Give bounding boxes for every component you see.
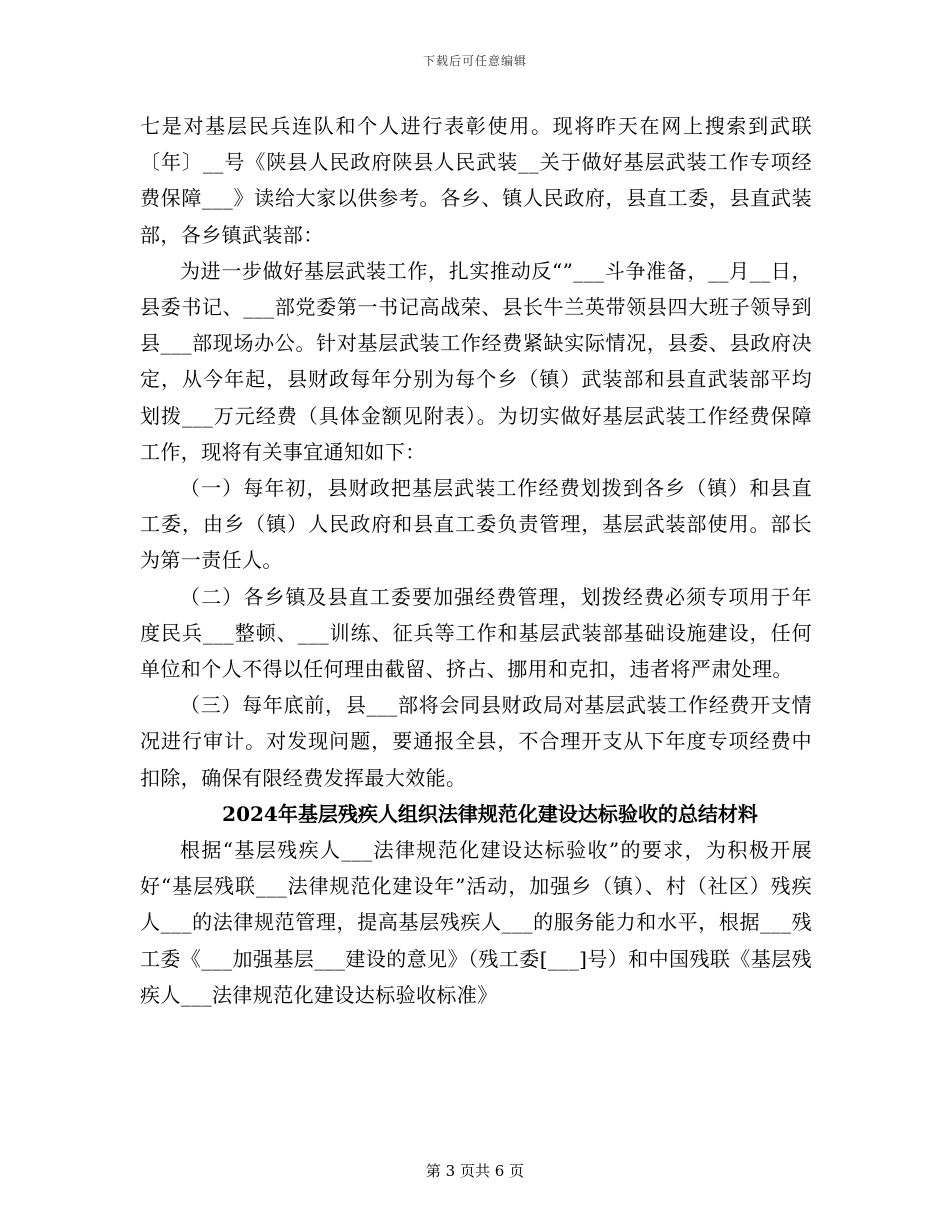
paragraph-section-body: 根据“基层残疾人___法律规范化建设达标验收”的要求，为积极开展好“基层残联___法律规范化建设年”活动，加强乡（镇）、村（社区）残疾人___的法律规范管理，提高基层残疾人___的服务能力和水平，根据___残工委《___加强基层___建设的意见》（残工委[___]号）和中国残联《基层残疾人___法律规范化建设达标验收标准》 (140, 838, 812, 1007)
paragraph-background: 为进一步做好基层武装工作，扎实推动反“”___斗争准备，__月__日，县委书记、___部党委第一书记高战荣、县长牛兰英带领县四大班子领导到县___部现场办公。针对基层武装工作经费紧缺实际情况，县委、县政府决定，从今年起，县财政每年分别为每个乡（镇）武装部和县直武装部平均划拨___万元经费（具体金额见附表）。为切实做好基层武装工作经费保障工作，现将有关事宜通知如下： (140, 258, 812, 464)
section-title: 2024年基层残疾人组织法律规范化建设达标验收的总结材料 (222, 801, 758, 826)
paragraph-item-1: （一）每年初，县财政把基层武装工作经费划拨到各乡（镇）和县直工委，由乡（镇）人民政府和县直工委负责管理，基层武装部使用。部长为第一责任人。 (140, 476, 812, 573)
paragraph-item-3: （三）每年底前，县___部将会同县财政局对基层武装工作经费开支情况进行审计。对发现问题，要通报全县，不合理开支从下年度专项经费中扣除，确保有限经费发挥最大效能。 (140, 693, 812, 790)
paragraph-item-2: （二）各乡镇及县直工委要加强经费管理，划拨经费必须专项用于年度民兵___整顿、___训练、征兵等工作和基层武装部基础设施建设，任何单位和个人不得以任何理由截留、挤占、挪用和克扣，违者将严肃处理。 (140, 584, 812, 682)
page-number: 第 3 页共 6 页 (425, 1162, 525, 1180)
paragraph-intro: 七是对基层民兵连队和个人进行表彰使用。现将昨天在网上搜索到武联〔年〕__号《陕县人民政府陕县人民武装__关于做好基层武装工作专项经费保障___》读给大家以供参考。各乡、镇人民政府，县直工委，县直武装部，各乡镇武装部： (140, 114, 812, 247)
page-header: 下载后可任意编辑 (422, 54, 527, 68)
document-body (140, 108, 812, 1013)
